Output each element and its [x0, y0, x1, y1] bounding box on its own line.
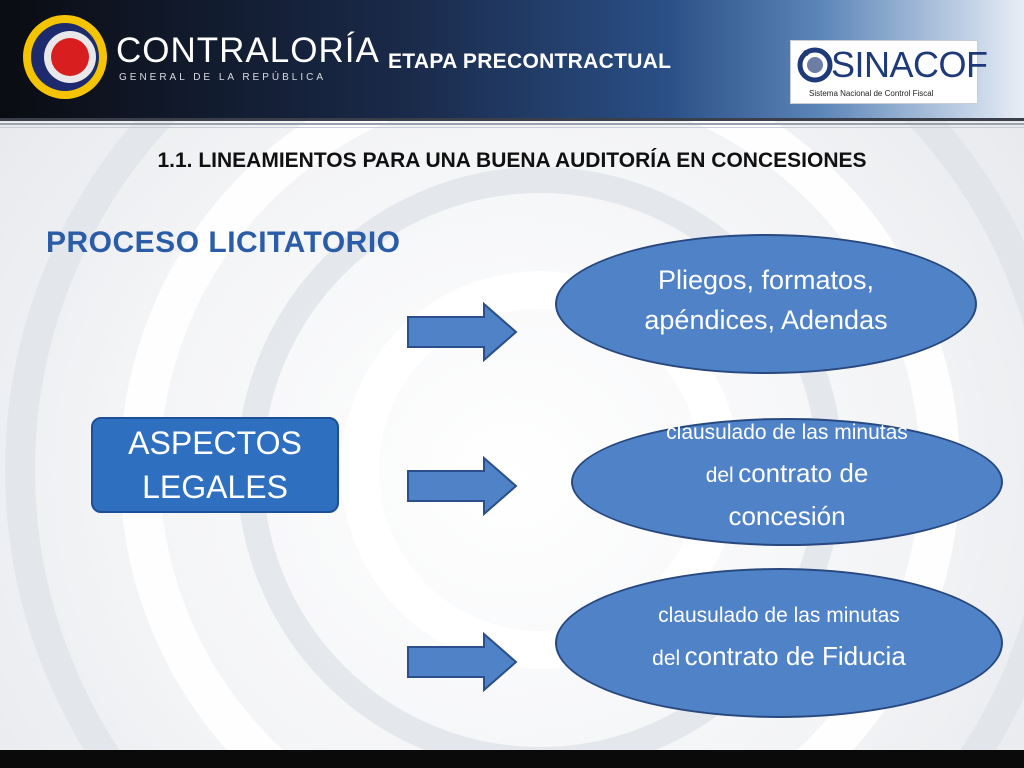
header-divider — [0, 123, 1024, 125]
item-concesion-small-text: clausulado de las minutas del — [666, 421, 908, 487]
sinacof-logo — [790, 40, 988, 104]
header-divider — [0, 118, 1024, 121]
item-fiducia-small-text: clausulado de las minutas del — [652, 603, 900, 670]
item-concesion-large-text: contrato de concesión — [728, 458, 869, 531]
right-arrow-icon — [406, 302, 518, 362]
item-pliegos — [555, 234, 977, 374]
process-title: PROCESO LICITATORIO — [46, 226, 401, 259]
footer-bar — [0, 750, 1024, 768]
org-name: CONTRALORÍA — [116, 31, 380, 70]
right-arrow-icon — [406, 632, 518, 692]
org-subtitle: GENERAL DE LA REPÚBLICA — [119, 72, 327, 83]
item-contrato-fiducia — [555, 568, 1003, 718]
header-divider — [0, 127, 1024, 128]
sinacof-name: SINACOF — [831, 44, 988, 85]
header-bar — [0, 0, 1024, 118]
right-arrow-icon — [406, 456, 518, 516]
header-title: ETAPA PRECONTRACTUAL — [388, 50, 672, 73]
contraloria-seal-icon — [22, 14, 108, 100]
section-title: 1.1. LINEAMIENTOS PARA UNA BUENA AUDITORÍA EN CONCESIONES — [157, 149, 867, 172]
item-pliegos-text: Pliegos, formatos, apéndices, Adendas — [644, 265, 888, 335]
sinacof-subtitle: Sistema Nacional de Control Fiscal — [809, 89, 934, 98]
item-contrato-concesion — [571, 418, 1003, 546]
item-fiducia-large-text: contrato de Fiducia — [684, 640, 906, 671]
aspectos-legales-box: ASPECTOS LEGALES — [91, 417, 339, 513]
